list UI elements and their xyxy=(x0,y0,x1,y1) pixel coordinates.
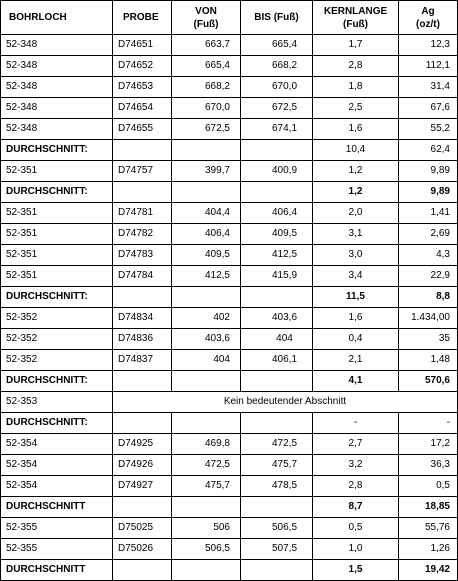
table-row xyxy=(1,98,458,119)
average-kernlange: 1,2 xyxy=(313,182,399,203)
kernlange-cell: 2,8 xyxy=(313,476,399,497)
table-row xyxy=(1,266,458,287)
kernlange-cell: 3,2 xyxy=(313,455,399,476)
probe-cell: D74927 xyxy=(113,476,172,497)
table-row xyxy=(1,308,458,329)
von-cell: 672,5 xyxy=(172,119,241,140)
von-cell: 404 xyxy=(172,350,241,371)
probe-cell: D74782 xyxy=(113,224,172,245)
average-label: DURCHSCHNITT: xyxy=(1,140,113,161)
von-cell: 404,4 xyxy=(172,203,241,224)
bohrloch-cell: 52-353 xyxy=(1,392,113,413)
header-von-unit: (Fuß) xyxy=(193,18,219,30)
probe-cell: D74757 xyxy=(113,161,172,182)
ag-cell: 112,1 xyxy=(399,56,458,77)
kernlange-cell: 1,8 xyxy=(313,77,399,98)
bohrloch-cell: 52-351 xyxy=(1,266,113,287)
ag-cell: 4,3 xyxy=(399,245,458,266)
table-row xyxy=(1,518,458,539)
table-row xyxy=(1,161,458,182)
ag-cell: 35 xyxy=(399,329,458,350)
average-ag: 9,89 xyxy=(399,182,458,203)
average-label: DURCHSCHNITT: xyxy=(1,413,113,434)
probe-cell: D74926 xyxy=(113,455,172,476)
header-ag-unit: (oz/t) xyxy=(416,18,440,30)
empty-cell xyxy=(172,140,241,161)
probe-cell: D74655 xyxy=(113,119,172,140)
average-kernlange: 1,5 xyxy=(313,560,399,581)
empty-cell xyxy=(241,287,313,308)
ag-cell: 9,89 xyxy=(399,161,458,182)
von-cell: 399,7 xyxy=(172,161,241,182)
von-cell: 406,4 xyxy=(172,224,241,245)
kernlange-cell: 2,1 xyxy=(313,350,399,371)
bohrloch-cell: 52-348 xyxy=(1,119,113,140)
header-kernlange xyxy=(313,1,399,35)
bis-cell: 472,5 xyxy=(241,434,313,455)
average-label: DURCHSCHNITT: xyxy=(1,371,113,392)
bis-cell: 670,0 xyxy=(241,77,313,98)
average-row xyxy=(1,287,458,308)
table-row xyxy=(1,245,458,266)
bohrloch-cell: 52-354 xyxy=(1,434,113,455)
kernlange-cell: 1,7 xyxy=(313,35,399,56)
ag-cell: 1.434,00 xyxy=(399,308,458,329)
ag-cell: 17,2 xyxy=(399,434,458,455)
header-kernlange-label: KERNLANGE xyxy=(323,5,388,17)
probe-cell: D74837 xyxy=(113,350,172,371)
bis-cell: 403,6 xyxy=(241,308,313,329)
bis-cell: 404 xyxy=(241,329,313,350)
bis-cell: 406,1 xyxy=(241,350,313,371)
empty-cell xyxy=(241,560,313,581)
empty-cell xyxy=(172,371,241,392)
no-intercept-note: Kein bedeutender Abschnitt xyxy=(113,392,458,413)
bis-cell: 412,5 xyxy=(241,245,313,266)
table-row xyxy=(1,476,458,497)
average-kernlange: - xyxy=(313,413,399,434)
ag-cell: 22,9 xyxy=(399,266,458,287)
table-row xyxy=(1,77,458,98)
kernlange-cell: 0,5 xyxy=(313,518,399,539)
von-cell: 409,5 xyxy=(172,245,241,266)
von-cell: 506 xyxy=(172,518,241,539)
header-bohrloch: BOHRLOCH xyxy=(1,1,113,35)
empty-cell xyxy=(241,182,313,203)
empty-cell xyxy=(113,371,172,392)
average-ag: 19,42 xyxy=(399,560,458,581)
average-row xyxy=(1,413,458,434)
average-label: DURCHSCHNITT: xyxy=(1,287,113,308)
header-bis: BIS (Fuß) xyxy=(241,1,313,35)
bis-cell: 400,9 xyxy=(241,161,313,182)
header-von xyxy=(172,1,241,35)
average-ag: 8,8 xyxy=(399,287,458,308)
bis-cell: 409,5 xyxy=(241,224,313,245)
bohrloch-cell: 52-348 xyxy=(1,77,113,98)
bohrloch-cell: 52-348 xyxy=(1,98,113,119)
empty-cell xyxy=(113,182,172,203)
table-body xyxy=(1,35,458,581)
kernlange-cell: 2,7 xyxy=(313,434,399,455)
average-label: DURCHSCHNITT: xyxy=(1,182,113,203)
von-cell: 670,0 xyxy=(172,98,241,119)
average-ag: - xyxy=(399,413,458,434)
probe-cell: D74783 xyxy=(113,245,172,266)
average-ag: 62,4 xyxy=(399,140,458,161)
von-cell: 506,5 xyxy=(172,539,241,560)
kernlange-cell: 1,6 xyxy=(313,308,399,329)
kernlange-cell: 2,0 xyxy=(313,203,399,224)
average-row xyxy=(1,497,458,518)
empty-cell xyxy=(113,287,172,308)
empty-cell xyxy=(113,413,172,434)
empty-cell xyxy=(172,560,241,581)
von-cell: 663,7 xyxy=(172,35,241,56)
bohrloch-cell: 52-348 xyxy=(1,35,113,56)
empty-cell xyxy=(113,497,172,518)
von-cell: 665,4 xyxy=(172,56,241,77)
average-kernlange: 4,1 xyxy=(313,371,399,392)
average-row xyxy=(1,182,458,203)
table-row xyxy=(1,56,458,77)
table-row xyxy=(1,350,458,371)
table-row xyxy=(1,329,458,350)
von-cell: 403,6 xyxy=(172,329,241,350)
table-row xyxy=(1,539,458,560)
ag-cell: 2,69 xyxy=(399,224,458,245)
bohrloch-cell: 52-348 xyxy=(1,56,113,77)
probe-cell: D74834 xyxy=(113,308,172,329)
probe-cell: D74651 xyxy=(113,35,172,56)
average-label: DURCHSCHNITT xyxy=(1,560,113,581)
probe-cell: D74652 xyxy=(113,56,172,77)
empty-cell xyxy=(241,140,313,161)
bis-cell: 478,5 xyxy=(241,476,313,497)
ag-cell: 1,41 xyxy=(399,203,458,224)
ag-cell: 1,48 xyxy=(399,350,458,371)
average-kernlange: 11,5 xyxy=(313,287,399,308)
bohrloch-cell: 52-355 xyxy=(1,539,113,560)
bis-cell: 406,4 xyxy=(241,203,313,224)
kernlange-cell: 3,4 xyxy=(313,266,399,287)
bis-cell: 507,5 xyxy=(241,539,313,560)
ag-cell: 1,26 xyxy=(399,539,458,560)
probe-cell: D74784 xyxy=(113,266,172,287)
bohrloch-cell: 52-352 xyxy=(1,308,113,329)
kernlange-cell: 3,0 xyxy=(313,245,399,266)
empty-cell xyxy=(241,497,313,518)
header-von-label: VON xyxy=(195,5,217,17)
kernlange-cell: 3,1 xyxy=(313,224,399,245)
average-row xyxy=(1,140,458,161)
empty-cell xyxy=(172,287,241,308)
empty-cell xyxy=(241,371,313,392)
average-label: DURCHSCHNITT xyxy=(1,497,113,518)
von-cell: 469,8 xyxy=(172,434,241,455)
probe-cell: D74836 xyxy=(113,329,172,350)
average-ag: 570,6 xyxy=(399,371,458,392)
probe-cell: D74653 xyxy=(113,77,172,98)
table-row xyxy=(1,119,458,140)
table-row xyxy=(1,392,458,413)
table-row xyxy=(1,455,458,476)
header-kernlange-unit: (Fuß) xyxy=(343,18,368,30)
empty-cell xyxy=(172,413,241,434)
average-kernlange: 8,7 xyxy=(313,497,399,518)
probe-cell: D75025 xyxy=(113,518,172,539)
bohrloch-cell: 52-351 xyxy=(1,245,113,266)
probe-cell: D74925 xyxy=(113,434,172,455)
von-cell: 412,5 xyxy=(172,266,241,287)
header-row xyxy=(1,1,458,35)
table-row xyxy=(1,224,458,245)
average-row xyxy=(1,371,458,392)
empty-cell xyxy=(113,560,172,581)
average-ag: 18,85 xyxy=(399,497,458,518)
von-cell: 402 xyxy=(172,308,241,329)
bohrloch-cell: 52-354 xyxy=(1,455,113,476)
average-row xyxy=(1,560,458,581)
table-row xyxy=(1,434,458,455)
bohrloch-cell: 52-355 xyxy=(1,518,113,539)
ag-cell: 55,2 xyxy=(399,119,458,140)
bohrloch-cell: 52-352 xyxy=(1,329,113,350)
ag-cell: 12,3 xyxy=(399,35,458,56)
ag-cell: 31,4 xyxy=(399,77,458,98)
bis-cell: 415,9 xyxy=(241,266,313,287)
bis-cell: 665,4 xyxy=(241,35,313,56)
bis-cell: 506,5 xyxy=(241,518,313,539)
table-row xyxy=(1,35,458,56)
empty-cell xyxy=(113,140,172,161)
bis-cell: 674,1 xyxy=(241,119,313,140)
average-kernlange: 10,4 xyxy=(313,140,399,161)
probe-cell: D75026 xyxy=(113,539,172,560)
bis-cell: 475,7 xyxy=(241,455,313,476)
bohrloch-cell: 52-354 xyxy=(1,476,113,497)
empty-cell xyxy=(241,413,313,434)
empty-cell xyxy=(172,182,241,203)
ag-cell: 55,76 xyxy=(399,518,458,539)
kernlange-cell: 0,4 xyxy=(313,329,399,350)
ag-cell: 36,3 xyxy=(399,455,458,476)
kernlange-cell: 1,6 xyxy=(313,119,399,140)
ag-cell: 67,6 xyxy=(399,98,458,119)
von-cell: 472,5 xyxy=(172,455,241,476)
bohrloch-cell: 52-351 xyxy=(1,203,113,224)
bohrloch-cell: 52-352 xyxy=(1,350,113,371)
bohrloch-cell: 52-351 xyxy=(1,224,113,245)
table-row xyxy=(1,203,458,224)
von-cell: 668,2 xyxy=(172,77,241,98)
bis-cell: 668,2 xyxy=(241,56,313,77)
kernlange-cell: 2,5 xyxy=(313,98,399,119)
probe-cell: D74654 xyxy=(113,98,172,119)
kernlange-cell: 1,0 xyxy=(313,539,399,560)
ag-cell: 0,5 xyxy=(399,476,458,497)
von-cell: 475,7 xyxy=(172,476,241,497)
header-probe: PROBE xyxy=(113,1,172,35)
header-ag-label: Ag xyxy=(421,5,435,17)
empty-cell xyxy=(172,497,241,518)
header-ag xyxy=(399,1,458,35)
bohrloch-cell: 52-351 xyxy=(1,161,113,182)
kernlange-cell: 1,2 xyxy=(313,161,399,182)
kernlange-cell: 2,8 xyxy=(313,56,399,77)
bis-cell: 672,5 xyxy=(241,98,313,119)
probe-cell: D74781 xyxy=(113,203,172,224)
